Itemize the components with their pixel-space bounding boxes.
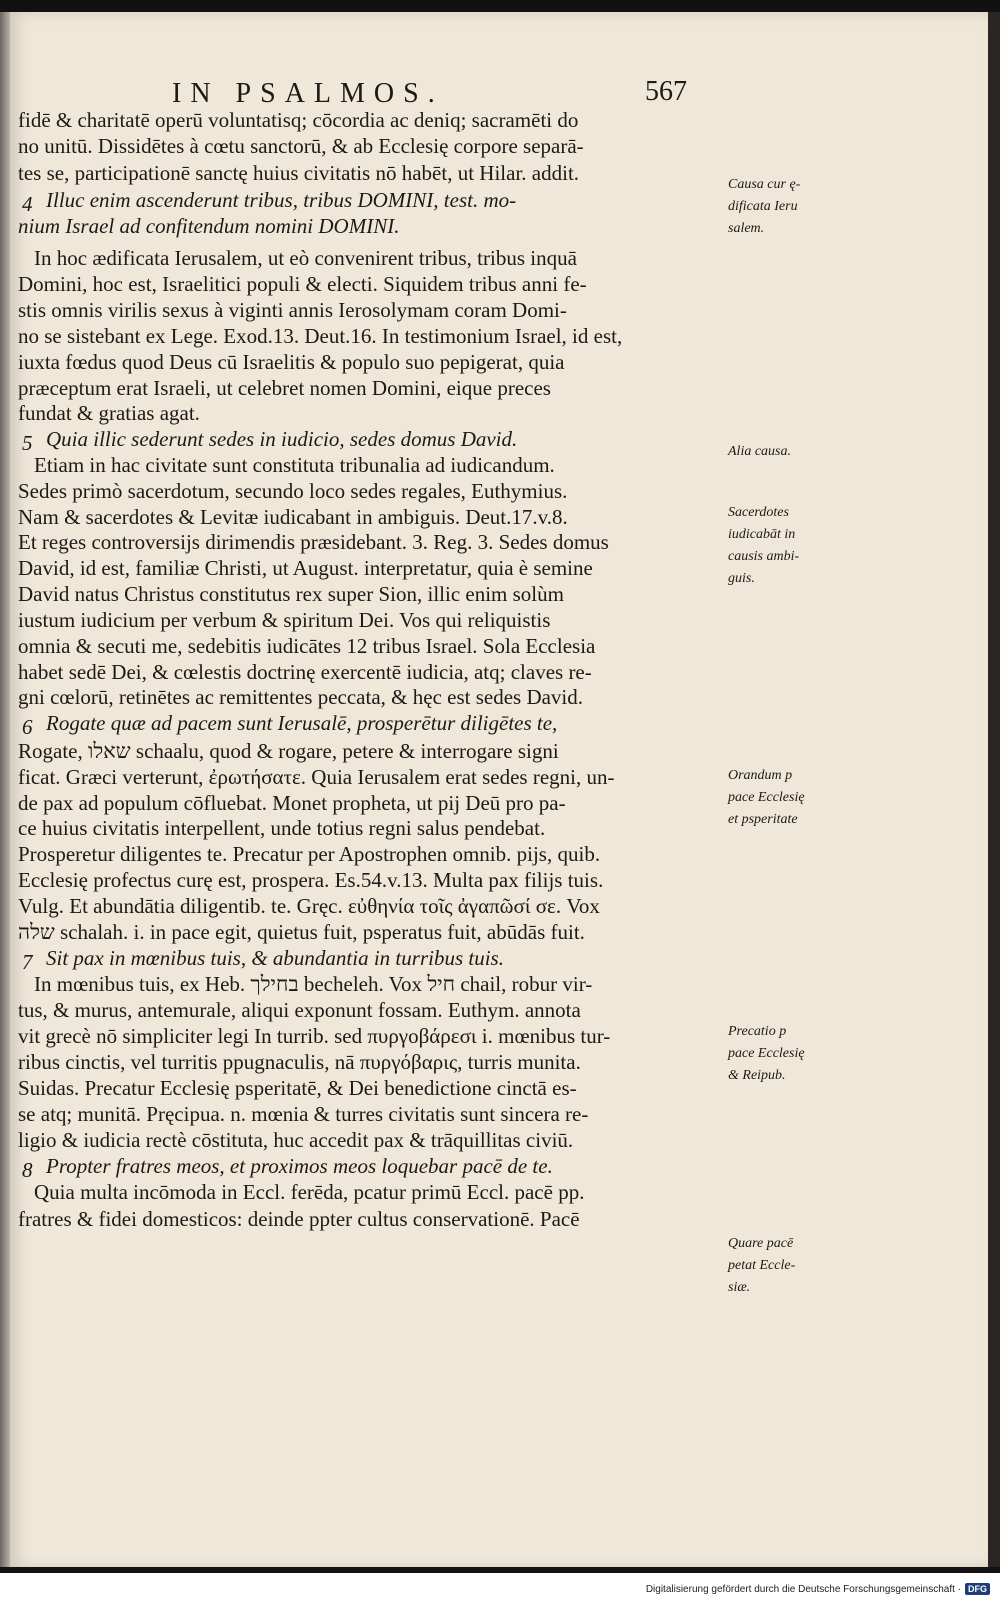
text-line: Domini, hoc est, Israelitici populi & electi. Siquidem tribus anni fe- xyxy=(18,272,587,296)
text-line: Suidas. Precatur Ecclesię psperitatē, & Dei benedictione cinctā es- xyxy=(18,1076,577,1100)
text-line: habet sedē Dei, & cœlestis doctrinę exercentē iudicia, atq; claves re- xyxy=(18,660,592,684)
marginal-note-line: iudicabāt in xyxy=(728,527,796,542)
scan-right-border xyxy=(988,12,1000,1567)
marginal-note-line: pace Ecclesię xyxy=(728,790,805,805)
text-line: omnia & secuti me, sedebitis iudicātes 12 tribus Israel. Sola Ecclesia xyxy=(18,634,596,658)
text-line: Et reges controversijs dirimendis præsidebant. 3. Reg. 3. Sedes domus xyxy=(18,530,609,554)
text-line: In mœnibus tuis, ex Heb. בחילך becheleh. Vox חיל chail, robur vir- xyxy=(34,972,593,996)
text-line: præceptum erat Israeli, ut celebret nomen Domini, eique preces xyxy=(18,376,551,400)
marginal-note xyxy=(728,174,838,240)
page-gutter-shadow xyxy=(0,12,10,1567)
verse-line: Propter fratres meos, et proximos meos loquebar pacē de te. xyxy=(46,1154,553,1178)
text-line: David, id est, familiæ Christi, ut August. interpretatur, quia è semine xyxy=(18,556,593,580)
marginal-note-line: causis ambi- xyxy=(728,549,800,564)
verse-line: nium Israel ad confitendum nomini DOMINI. xyxy=(18,214,400,238)
marginal-note-line: Orandum p xyxy=(728,768,793,783)
text-line: Rogate, שאלו schaalu, quod & rogare, petere & interrogare signi xyxy=(18,739,559,763)
verse-number: 6 xyxy=(22,715,33,739)
text-line: In hoc ædificata Ierusalem, ut eò convenirent tribus, tribus inquā xyxy=(34,246,577,270)
text-line: fratres & fidei domesticos: deinde ppter cultus conservationē. Pacē xyxy=(18,1207,580,1231)
text-line: Etiam in hac civitate sunt constituta tribunalia ad iudicandum. xyxy=(34,453,555,477)
verse-line: Rogate quæ ad pacem sunt Ierusalē, prosperētur diligētes te, xyxy=(46,711,558,735)
text-line: tes se, participationē sanctę huius civitatis nō habēt, ut Hilar. addit. xyxy=(18,161,580,185)
text-line: David natus Christus constitutus rex super Sion, illic enim solùm xyxy=(18,582,564,606)
marginal-note xyxy=(728,1233,838,1299)
verse-line: Sit pax in mœnibus tuis, & abundantia in turribus tuis. xyxy=(46,946,504,970)
dfg-logo: DFG xyxy=(965,1583,990,1595)
verse-number: 8 xyxy=(22,1158,33,1182)
verse-line: Quia illic sederunt sedes in iudicio, sedes domus David. xyxy=(46,427,518,451)
credit-text: Digitalisierung gefördert durch die Deutsche Forschungsgemeinschaft · xyxy=(645,1583,961,1595)
marginal-note-line: guis. xyxy=(728,571,755,586)
marginal-note-line: et psperitate xyxy=(728,812,798,827)
marginal-note xyxy=(728,765,838,831)
verse-number: 4 xyxy=(22,192,33,216)
text-line: iuxta fœdus quod Deus cū Israelitis & populo suo pepigerat, quia xyxy=(18,350,565,374)
text-line: fundat & gratias agat. xyxy=(18,401,200,425)
marginal-note-line: siæ. xyxy=(728,1280,751,1295)
text-line: ce huius civitatis interpellent, unde totius regni salus pendebat. xyxy=(18,816,546,840)
text-line: ribus cinctis, vel turritis ppugnaculis, nā πυργόβαρις, turris munita. xyxy=(18,1050,581,1074)
marginal-note-line: Sacerdotes xyxy=(728,505,789,520)
page-number: 567 xyxy=(645,76,687,107)
text-line: fidē & charitatē operū voluntatisq; cōcordia ac deniq; sacramēti do xyxy=(18,108,579,132)
marginal-note xyxy=(728,1021,838,1087)
scan-bottom-border xyxy=(0,1567,1000,1573)
marginal-note-line: petat Eccle- xyxy=(728,1258,796,1273)
marginal-note-line: Quare pacē xyxy=(728,1236,794,1251)
text-line: ficat. Græci verterunt, ἐρωτήσατε. Quia Ierusalem erat sedes regni, un- xyxy=(18,765,615,789)
verse-number: 7 xyxy=(22,950,33,974)
text-line: ligio & iudicia rectè cōstituta, huc accedit pax & trāquillitas civiū. xyxy=(18,1128,574,1152)
text-line: se atq; munitā. Pręcipua. n. mœnia & turres civitatis sunt sincera re- xyxy=(18,1102,589,1126)
text-line: Sedes primò sacerdotum, secundo loco sedes regales, Euthymius. xyxy=(18,479,568,503)
marginal-note-line: salem. xyxy=(728,221,765,236)
text-line: vit grecè nō simpliciter legi In turrib. sed πυργοβάρεσι i. mœnibus tur- xyxy=(18,1024,611,1048)
text-line: Nam & sacerdotes & Levitæ iudicabant in ambiguis. Deut.17.v.8. xyxy=(18,505,568,529)
marginal-note-line: Alia causa. xyxy=(728,444,791,459)
verse-number: 5 xyxy=(22,431,33,455)
text-line: stis omnis virilis sexus à viginti annis Ierosolymam coram Domi- xyxy=(18,298,567,322)
text-line: iustum iudicium per verbum & spiritum Dei. Vos qui reliquistis xyxy=(18,608,551,632)
marginal-note-line: Causa cur ę- xyxy=(728,177,801,192)
text-line: de pax ad populum cōfluebat. Monet propheta, ut pij Deū pro pa- xyxy=(18,791,566,815)
text-line: no se sistebant ex Lege. Exod.13. Deut.16. In testimonium Israel, id est, xyxy=(18,324,623,348)
marginal-note-line: Precatio p xyxy=(728,1024,787,1039)
scan-top-border xyxy=(0,0,1000,12)
text-line: Ecclesię profectus curę est, prospera. Es.54.v.13. Multa pax filijs tuis. xyxy=(18,868,604,892)
text-line: gni cœlorū, retinētes ac remittentes peccata, & hęc est sedes David. xyxy=(18,685,584,709)
verse-line: Illuc enim ascenderunt tribus, tribus DOMINI, test. mo- xyxy=(46,188,517,212)
text-line: tus, & murus, antemurale, aliqui exponunt fossam. Euthym. annota xyxy=(18,998,581,1022)
marginal-note xyxy=(728,441,838,463)
marginal-note-line: dificata Ieru xyxy=(728,199,798,214)
text-line: שלה schalah. i. in pace egit, quietus fuit, psperatus fuit, abūdās fuit. xyxy=(18,920,585,944)
text-line: no unitū. Dissidētes à cœtu sanctorū, & ab Ecclesię corpore separā- xyxy=(18,134,584,158)
digitization-credit xyxy=(646,1581,990,1597)
text-line: Quia multa incōmoda in Eccl. ferēda, pcatur primū Eccl. pacē pp. xyxy=(34,1180,585,1204)
text-line: Prosperetur diligentes te. Precatur per Apostrophen omnib. pijs, quib. xyxy=(18,842,601,866)
marginal-note xyxy=(728,502,838,590)
marginal-note-line: pace Ecclesię xyxy=(728,1046,805,1061)
marginal-note-line: & Reipub. xyxy=(728,1068,786,1083)
running-title: IN PSALMOS. xyxy=(172,78,444,109)
text-line: Vulg. Et abundātia diligentib. te. Gręc. εὐθηνία τοῖς ἀγαπῶσί σε. Vox xyxy=(18,894,600,918)
